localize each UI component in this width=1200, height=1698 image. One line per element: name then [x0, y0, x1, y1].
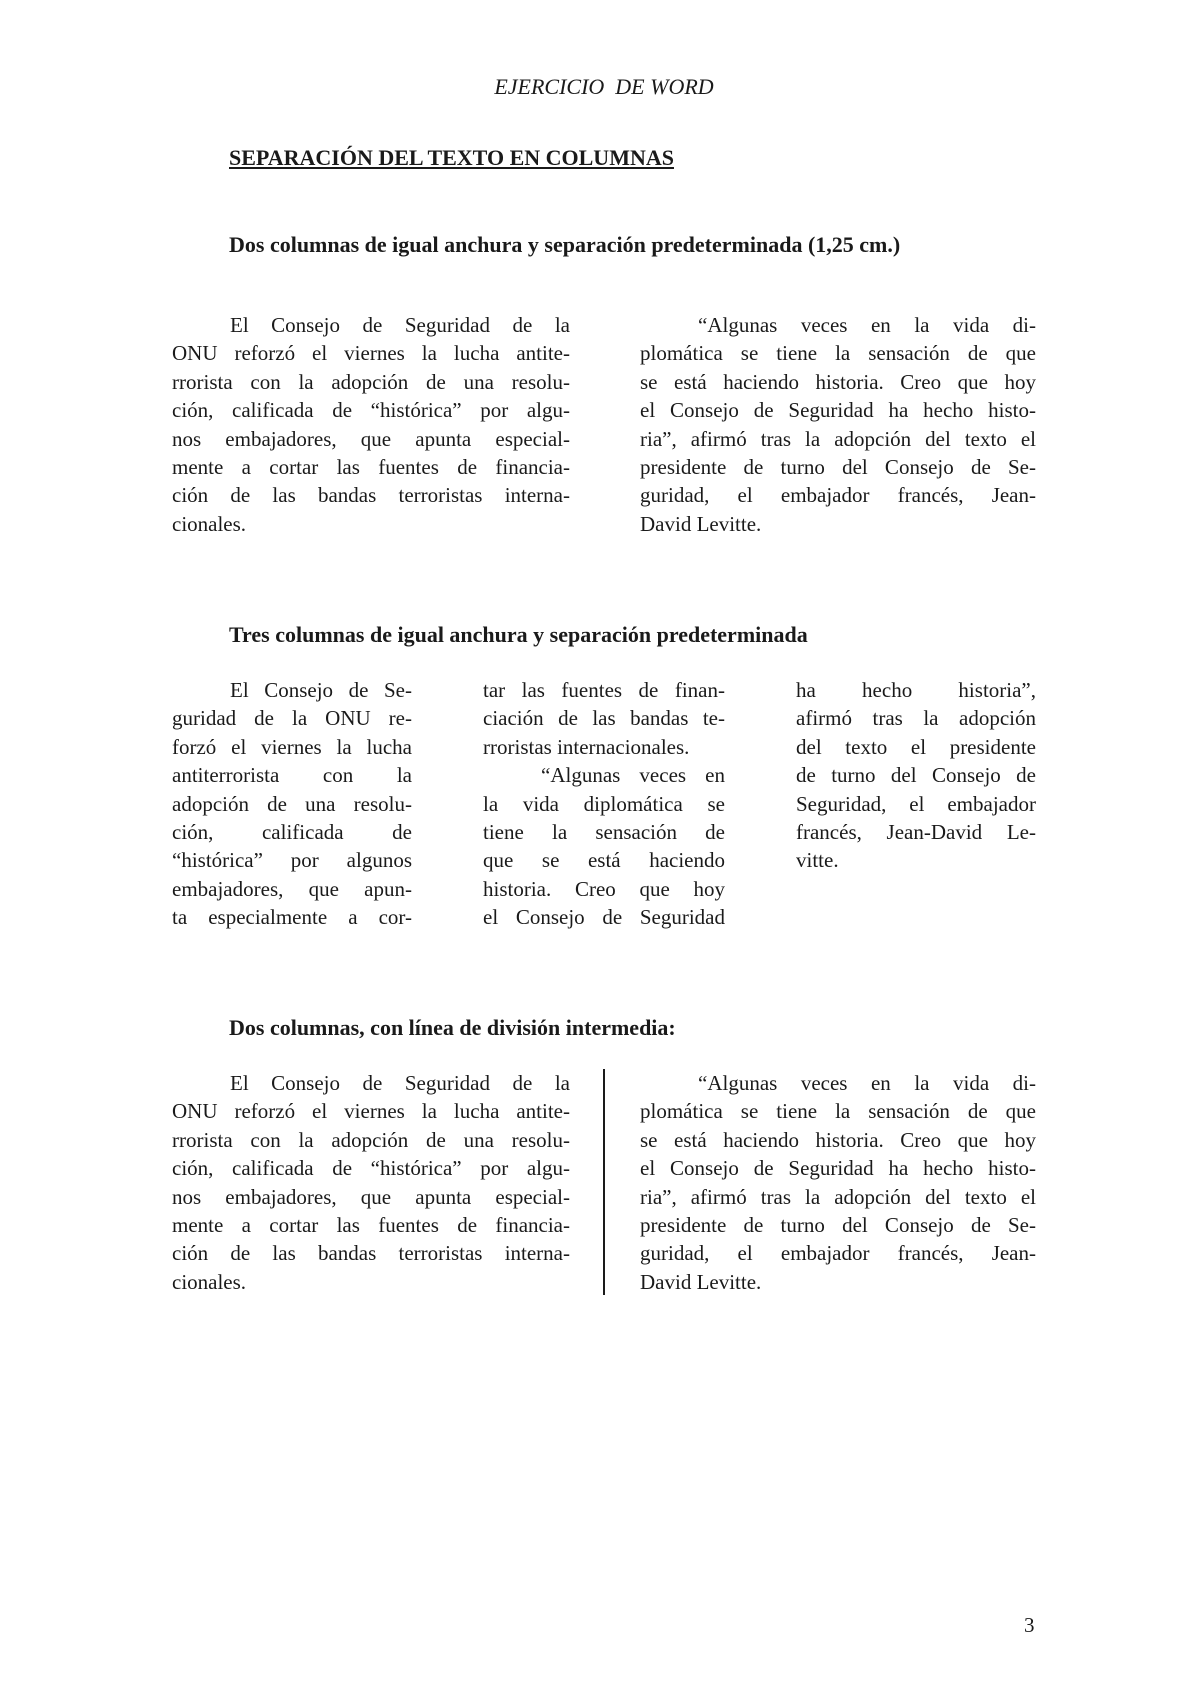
text-line: tiene la sensación de	[483, 819, 725, 844]
text-line: ta especialmente a cor-	[172, 905, 412, 930]
section-heading: Dos columnas, con línea de división intermedia:	[229, 1015, 676, 1040]
text-line: mente a cortar las fuentes de financia-	[172, 1212, 570, 1237]
text-line: rroristas internacionales.	[483, 734, 690, 759]
section-heading: Tres columnas de igual anchura y separación predeterminada	[229, 622, 808, 647]
column-divider	[603, 1069, 605, 1295]
text-line: forzó el viernes la lucha	[172, 734, 412, 759]
text-line: ONU reforzó el viernes la lucha antite-	[172, 341, 570, 366]
column-left	[172, 311, 570, 538]
text-line: ción, calificada de	[172, 819, 412, 844]
text-line: “histórica” por algunos	[172, 848, 412, 873]
page-number: 3	[1024, 1613, 1035, 1637]
text-line: presidente de turno del Consejo de Se-	[640, 454, 1036, 479]
text-line: ción de las bandas terroristas interna-	[172, 1241, 570, 1266]
text-line: el Consejo de Seguridad	[483, 905, 725, 930]
text-line: guridad de la ONU re-	[172, 706, 412, 731]
text-line: historia. Creo que hoy	[483, 876, 725, 901]
text-line: embajadores, que apun-	[172, 876, 412, 901]
column-2	[483, 676, 725, 932]
column-right	[640, 311, 1036, 538]
text-line: vitte.	[796, 848, 839, 873]
text-line: nos embajadores, que apunta especial-	[172, 1184, 570, 1209]
text-line: guridad, el embajador francés, Jean-	[640, 1241, 1036, 1266]
text-line: David Levitte.	[640, 511, 762, 536]
text-line: antiterrorista con la	[172, 763, 412, 788]
text-line: ha hecho historia”,	[796, 678, 1036, 702]
text-line: mente a cortar las fuentes de financia-	[172, 454, 570, 479]
text-line: ria”, afirmó tras la adopción del texto el	[640, 1184, 1036, 1209]
text-line: “Algunas veces en la vida di-	[698, 1071, 1036, 1095]
text-line: ción, calificada de “histórica” por algu-	[172, 398, 570, 423]
text-line: cionales.	[172, 511, 247, 536]
section-heading: Dos columnas de igual anchura y separación predeterminada (1,25 cm.)	[229, 232, 901, 257]
text-line: de turno del Consejo de	[796, 763, 1036, 788]
text-line: el Consejo de Seguridad ha hecho histo-	[640, 398, 1036, 423]
text-line: tar las fuentes de finan-	[483, 678, 725, 702]
text-line: presidente de turno del Consejo de Se-	[640, 1212, 1036, 1237]
text-line: ción de las bandas terroristas interna-	[172, 483, 570, 508]
text-line: ciación de las bandas te-	[483, 706, 725, 731]
text-line: se está haciendo historia. Creo que hoy	[640, 1127, 1036, 1152]
text-line: Seguridad, el embajador	[796, 791, 1036, 816]
text-line: que se está haciendo	[483, 848, 725, 873]
text-line: cionales.	[172, 1269, 247, 1294]
text-line: ria”, afirmó tras la adopción del texto el	[640, 426, 1036, 451]
text-line: “Algunas veces en la vida di-	[698, 313, 1036, 337]
text-line: la vida diplomática se	[483, 791, 725, 816]
column-1	[172, 676, 412, 932]
text-line: francés, Jean-David Le-	[796, 819, 1036, 844]
text-line: ONU reforzó el viernes la lucha antite-	[172, 1099, 570, 1124]
text-line: rrorista con la adopción de una resolu-	[172, 1127, 570, 1152]
text-line: El Consejo de Seguridad de la	[230, 1071, 570, 1095]
text-line: del texto el presidente	[796, 734, 1036, 759]
text-line: el Consejo de Seguridad ha hecho histo-	[640, 1156, 1036, 1181]
document-title: SEPARACIÓN DEL TEXTO EN COLUMNAS	[229, 145, 674, 170]
column-right	[640, 1069, 1036, 1296]
text-line: se está haciendo historia. Creo que hoy	[640, 369, 1036, 394]
text-line: guridad, el embajador francés, Jean-	[640, 483, 1036, 508]
column-3	[796, 676, 1036, 875]
column-left	[172, 1069, 570, 1296]
text-line: rrorista con la adopción de una resolu-	[172, 369, 570, 394]
page-header: EJERCICIO DE WORD	[494, 74, 714, 99]
text-line: “Algunas veces en	[541, 763, 725, 788]
text-line: plomática se tiene la sensación de que	[640, 1099, 1036, 1124]
text-line: afirmó tras la adopción	[796, 706, 1036, 731]
text-line: El Consejo de Seguridad de la	[230, 313, 570, 337]
text-line: plomática se tiene la sensación de que	[640, 341, 1036, 366]
text-line: adopción de una resolu-	[172, 791, 412, 816]
text-line: nos embajadores, que apunta especial-	[172, 426, 570, 451]
text-line: David Levitte.	[640, 1269, 762, 1294]
text-line: El Consejo de Se-	[230, 678, 412, 702]
text-line: ción, calificada de “histórica” por algu-	[172, 1156, 570, 1181]
